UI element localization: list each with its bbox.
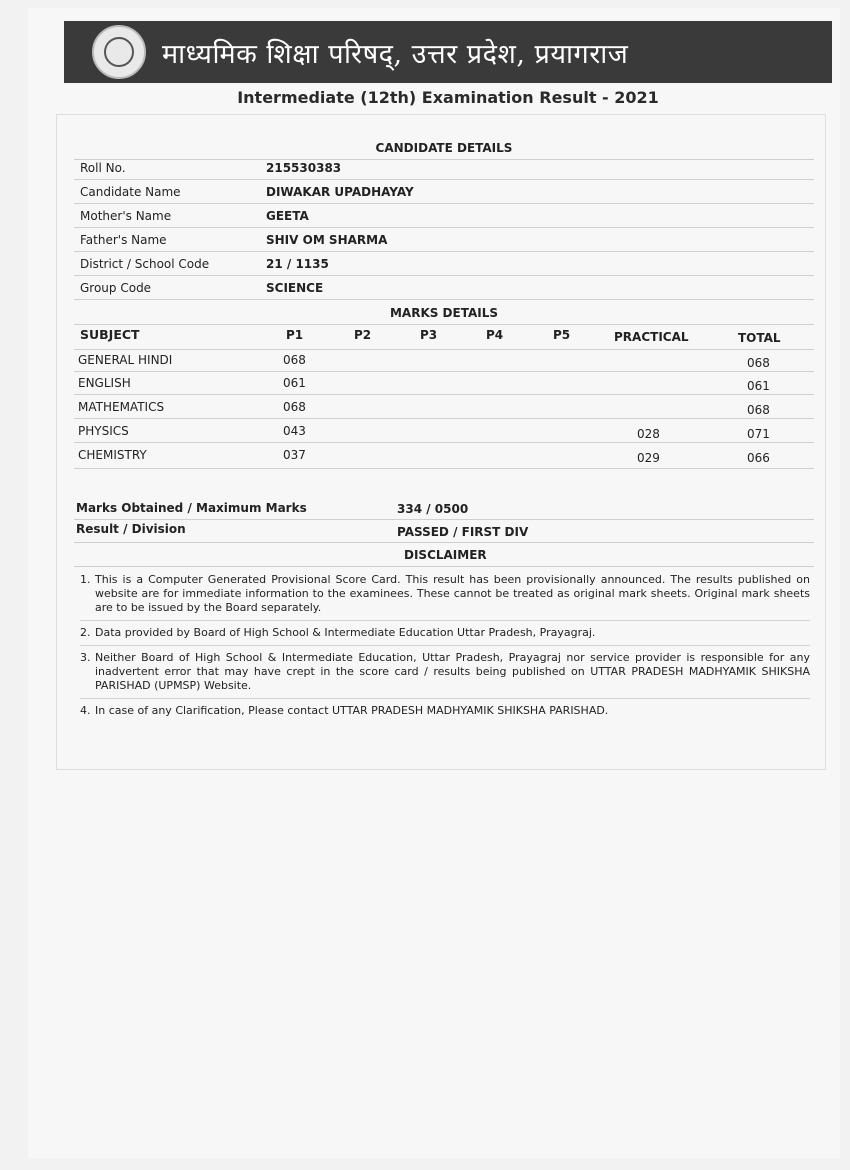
header-banner bbox=[64, 21, 832, 83]
field-label: Candidate Name bbox=[80, 185, 181, 199]
practical-mark: 029 bbox=[637, 451, 660, 465]
candidate-row bbox=[74, 205, 814, 228]
field-label: Mother's Name bbox=[80, 209, 172, 223]
disclaimer-number: 4. bbox=[80, 704, 91, 717]
candidate-row bbox=[74, 157, 814, 180]
disclaimer-text: This is a Computer Generated Provisional Score Card. This result has been provisionally announced. The results published on website are for immediate information to the examinees. These cannot be treated as original mark sheets. Original mark sheets are to be issued by the Board separately. bbox=[95, 573, 810, 614]
total-mark: 066 bbox=[747, 451, 770, 465]
disclaimer-item bbox=[80, 573, 810, 621]
candidate-section-title: CANDIDATE DETAILS bbox=[375, 141, 513, 155]
col-header-total: TOTAL bbox=[738, 331, 781, 345]
marks-row bbox=[74, 396, 814, 419]
col-header-subject: SUBJECT bbox=[80, 327, 140, 342]
disclaimer-item bbox=[80, 626, 810, 646]
field-value: 21 / 1135 bbox=[266, 257, 329, 271]
subject-name: ENGLISH bbox=[78, 376, 131, 390]
subject-name: MATHEMATICS bbox=[78, 400, 165, 414]
marks-table-header bbox=[74, 325, 814, 350]
disclaimer-number: 3. bbox=[80, 651, 91, 664]
field-label: Group Code bbox=[80, 281, 152, 295]
disclaimer-text: Neither Board of High School & Intermediate Education, Uttar Pradesh, Prayagraj nor service provider is responsible for any inadvertent error that may have crept in the score card / results being published on UTTAR PRADESH MADHYAMIK SHIKSHA PARISHAD (UPMSP) Website. bbox=[95, 651, 810, 692]
col-header-p3: P3 bbox=[420, 328, 438, 342]
col-header-p1: P1 bbox=[286, 328, 304, 342]
disclaimer-item bbox=[80, 704, 810, 723]
marks-obtained-value: 334 / 0500 bbox=[397, 502, 469, 516]
exam-title: Intermediate (12th) Examination Result - 2021 bbox=[237, 88, 659, 107]
result-label: Result / Division bbox=[76, 522, 186, 536]
candidate-row bbox=[74, 253, 814, 276]
disclaimer-item bbox=[80, 651, 810, 699]
total-mark: 068 bbox=[747, 356, 770, 370]
result-row bbox=[74, 520, 814, 543]
total-mark: 071 bbox=[747, 427, 770, 441]
field-value: DIWAKAR UPADHAYAY bbox=[266, 185, 414, 199]
disclaimer-header bbox=[74, 544, 814, 567]
board-seal-icon bbox=[92, 25, 146, 79]
col-header-p4: P4 bbox=[486, 328, 504, 342]
p1-mark: 068 bbox=[283, 400, 306, 414]
col-header-p2: P2 bbox=[354, 328, 372, 342]
p1-mark: 037 bbox=[283, 448, 306, 462]
col-header-p5: P5 bbox=[553, 328, 571, 342]
disclaimer-title: DISCLAIMER bbox=[404, 548, 487, 562]
total-mark: 061 bbox=[747, 379, 770, 393]
marks-row bbox=[74, 420, 814, 443]
total-mark: 068 bbox=[747, 403, 770, 417]
subject-name: PHYSICS bbox=[78, 424, 129, 438]
subject-name: CHEMISTRY bbox=[78, 448, 147, 462]
p1-mark: 043 bbox=[283, 424, 306, 438]
disclaimer-text: Data provided by Board of High School & Intermediate Education Uttar Pradesh, Prayagraj. bbox=[95, 626, 596, 639]
marks-row bbox=[74, 372, 814, 395]
marks-obtained-label: Marks Obtained / Maximum Marks bbox=[76, 501, 307, 515]
p1-mark: 068 bbox=[283, 353, 306, 367]
result-value: PASSED / FIRST DIV bbox=[397, 525, 529, 539]
candidate-row bbox=[74, 229, 814, 252]
marks-row bbox=[74, 349, 814, 372]
field-label: Roll No. bbox=[80, 161, 126, 175]
subject-name: GENERAL HINDI bbox=[78, 353, 173, 367]
marks-row bbox=[74, 444, 814, 469]
marks-section-header bbox=[74, 302, 814, 325]
field-value: 215530383 bbox=[266, 161, 342, 175]
marks-section-title: MARKS DETAILS bbox=[389, 306, 499, 320]
field-label: District / School Code bbox=[80, 257, 210, 271]
field-value: GEETA bbox=[266, 209, 309, 223]
col-header-practical: PRACTICAL bbox=[614, 330, 689, 344]
field-value: SCIENCE bbox=[266, 281, 324, 295]
p1-mark: 061 bbox=[283, 376, 306, 390]
field-value: SHIV OM SHARMA bbox=[266, 233, 388, 247]
disclaimer-text: In case of any Clarification, Please contact UTTAR PRADESH MADHYAMIK SHIKSHA PARISHAD. bbox=[95, 704, 609, 717]
board-title: माध्यमिक शिक्षा परिषद्, उत्तर प्रदेश, प्रयागराज bbox=[162, 38, 629, 70]
candidate-row bbox=[74, 181, 814, 204]
practical-mark: 028 bbox=[637, 427, 660, 441]
disclaimer-number: 1. bbox=[80, 573, 91, 586]
marks-obtained-row bbox=[74, 497, 814, 520]
disclaimer-number: 2. bbox=[80, 626, 91, 639]
candidate-row bbox=[74, 277, 814, 300]
field-label: Father's Name bbox=[80, 233, 167, 247]
